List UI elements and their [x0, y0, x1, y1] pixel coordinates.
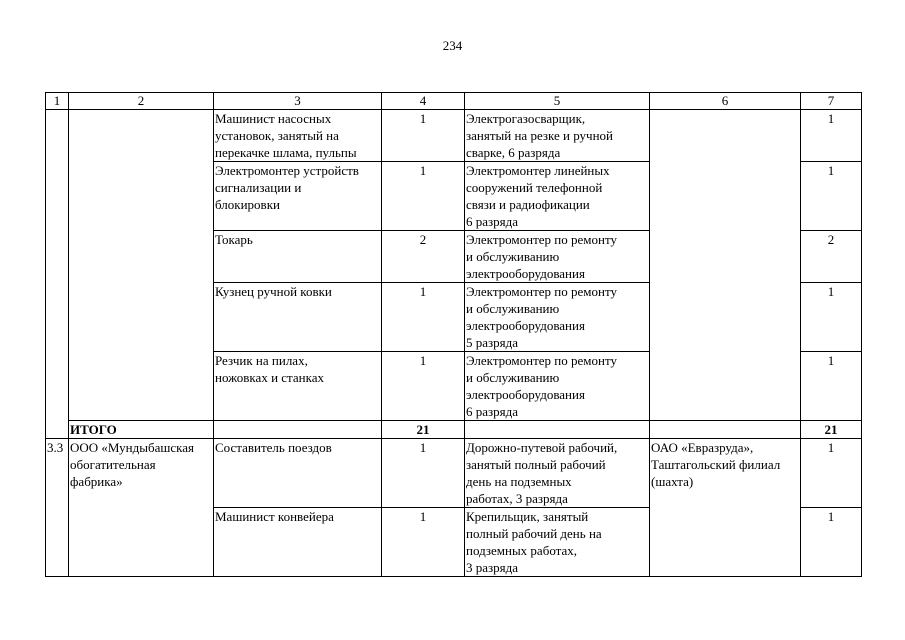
count-cell: 1 — [382, 283, 465, 352]
column-number: 7 — [801, 93, 862, 110]
total-cell: 1 — [801, 283, 862, 352]
empty-cell — [465, 421, 650, 439]
total-cell: 1 — [801, 352, 862, 421]
total-cell: 1 — [801, 508, 862, 577]
table-row — [46, 439, 862, 508]
total-cell: 2 — [801, 231, 862, 283]
profession-cell: Электромонтер устройств сигнализации и блокировки — [214, 162, 382, 231]
count-cell: 2 — [382, 231, 465, 283]
column-number: 4 — [382, 93, 465, 110]
column-number: 5 — [465, 93, 650, 110]
page-number: 234 — [442, 38, 463, 53]
workforce-table — [45, 92, 862, 577]
replacement-cell: Электромонтер по ремонту и обслуживанию электрооборудования 5 разряда — [465, 283, 650, 352]
total-sum: 21 — [801, 421, 862, 439]
profession-cell: Кузнец ручной ковки — [214, 283, 382, 352]
total-cell: 1 — [801, 110, 862, 162]
count-cell: 1 — [382, 352, 465, 421]
profession-cell: Составитель поездов — [214, 439, 382, 508]
profession-cell: Токарь — [214, 231, 382, 283]
column-number: 3 — [214, 93, 382, 110]
empty-cell — [214, 421, 382, 439]
total-label: ИТОГО — [69, 421, 214, 439]
count-cell: 1 — [382, 508, 465, 577]
row-number-cell: 3.3 — [46, 439, 69, 577]
replacement-cell: Крепильщик, занятый полный рабочий день на подземных работах, 3 разряда — [465, 508, 650, 577]
column-number: 2 — [69, 93, 214, 110]
count-cell: 1 — [382, 162, 465, 231]
organization-cell: ООО «Мундыбашская обогатительная фабрика» — [69, 439, 214, 577]
replacement-cell: Электромонтер по ремонту и обслуживанию электрооборудования 6 разряда — [465, 352, 650, 421]
total-cell: 1 — [801, 162, 862, 231]
total-cell: 1 — [801, 439, 862, 508]
profession-cell: Резчик на пилах, ножовках и станках — [214, 352, 382, 421]
profession-cell: Машинист насосных установок, занятый на перекачке шлама, пульпы — [214, 110, 382, 162]
column-number-row — [46, 93, 862, 110]
replacement-cell: Дорожно-путевой рабочий, занятый полный рабочий день на подземных работах, 3 разряда — [465, 439, 650, 508]
column-number: 1 — [46, 93, 69, 110]
replacement-cell: Электромонтер по ремонту и обслуживанию электрооборудования — [465, 231, 650, 283]
count-cell: 1 — [382, 110, 465, 162]
count-cell: 1 — [382, 439, 465, 508]
replacement-cell: Электромонтер линейных сооружений телефонной связи и радиофикации 6 разряда — [465, 162, 650, 231]
row-number-cell — [46, 110, 69, 439]
replacement-cell: Электрогазосварщик, занятый на резке и ручной сварке, 6 разряда — [465, 110, 650, 162]
employer-cell — [650, 110, 801, 421]
total-row — [46, 421, 862, 439]
column-number: 6 — [650, 93, 801, 110]
table-row — [46, 110, 862, 162]
empty-cell — [650, 421, 801, 439]
total-count: 21 — [382, 421, 465, 439]
employer-cell: ОАО «Евразруда», Таштагольский филиал (шахта) — [650, 439, 801, 577]
profession-cell: Машинист конвейера — [214, 508, 382, 577]
organization-cell — [69, 110, 214, 421]
